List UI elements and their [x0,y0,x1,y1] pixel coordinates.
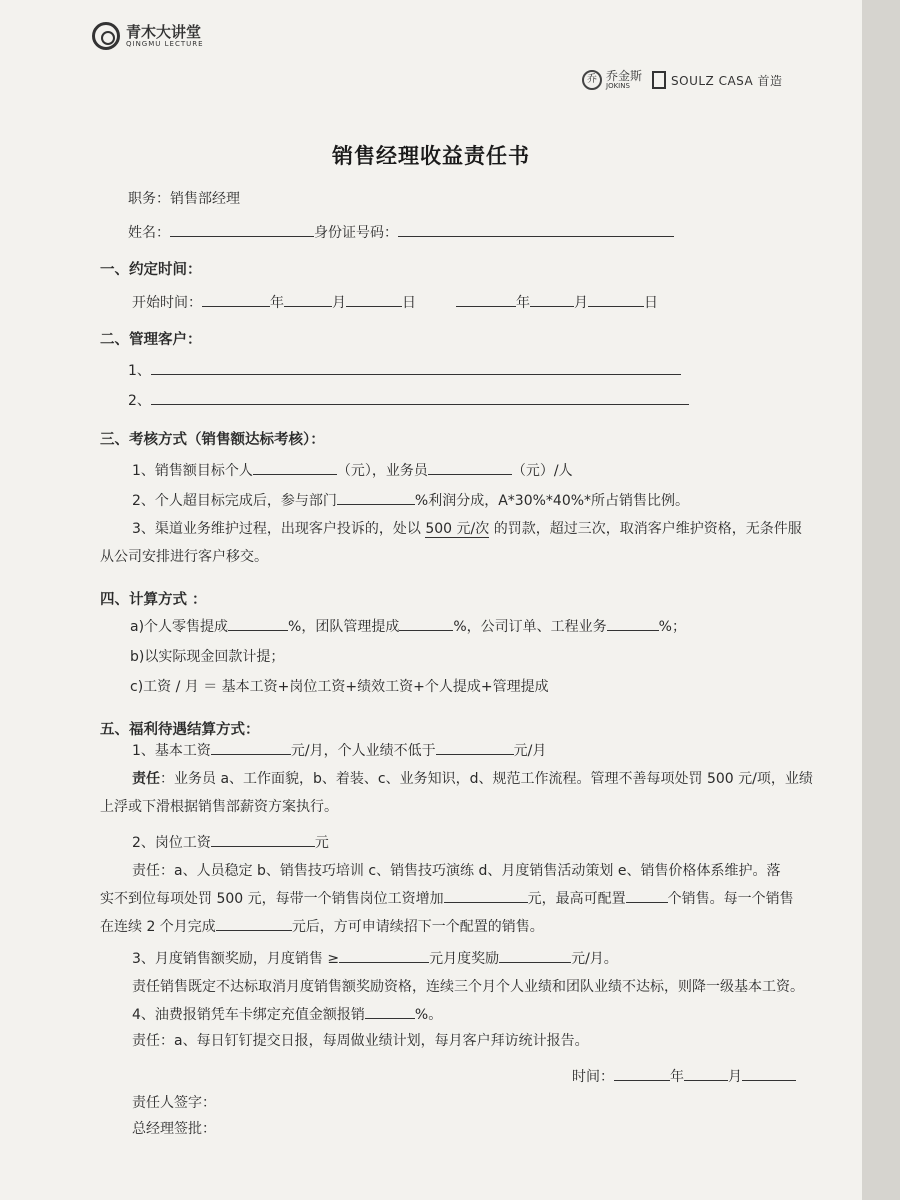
s5-l2b: 元 [314,835,329,851]
start-month-field[interactable] [284,292,332,307]
monthly-sales-field[interactable] [339,948,429,963]
s5-l1c: 元/月 [513,743,547,759]
page-edge [862,0,900,1200]
s5-l4b: %。 [414,1007,443,1023]
partner-logos [582,70,783,90]
s5-l3a: 3、月度销售额奖励，月度销售 ≥ [132,951,340,967]
section-5-heading: 五、福利待遇结算方式： [100,722,260,738]
year-label: 年 [516,295,530,311]
signature-label: 责任人签字： [132,1095,216,1111]
s5-resp-2b [100,888,794,908]
s5-resp-2: 责任：a、人员稳定 b、销售技巧培训 c、销售技巧演练 d、月度销售活动策划 e、销售价格体系维护。落 [132,863,781,879]
sign-day-field[interactable] [742,1066,796,1081]
s5-r2e: 在连续 2 个月完成 [100,919,216,935]
s3-line-3 [132,518,802,538]
s3-l1c: （元）/人 [511,463,573,479]
s3-line-4: 从公司安排进行客户移交。 [100,549,268,565]
name-label: 姓名： [128,225,170,241]
jokins-logo [582,70,642,90]
year-label: 年 [270,295,284,311]
start-year-field[interactable] [202,292,270,307]
client-1-label: 1、 [128,363,151,379]
max-sales-field[interactable] [626,888,668,903]
s4-l1b: %，团队管理提成 [288,619,400,635]
client-2-line [128,390,689,410]
end-year-field[interactable] [456,292,516,307]
s3-l3b: 的罚款，超过三次，取消客户维护资格，无条件服 [489,521,802,537]
penalty-amount: 500 元/次 [425,521,490,537]
s5-resp-2c [100,916,544,936]
qingmu-logo-icon [92,22,120,50]
time-label: 时间： [572,1069,614,1085]
client-2-label: 2、 [128,393,151,409]
s5-r1b: ：业务员 a、工作面貌，b、着装、c、业务知识，d、规范工作流程。管理不善每项处罚 500 元/项，业绩 [160,771,813,787]
sign-month-field[interactable] [684,1066,728,1081]
fuel-reimburse-field[interactable] [365,1004,415,1019]
s4-line-1 [130,616,686,636]
s3-l2a: 2、个人超目标完成后，参与部门 [132,493,337,509]
s3-line-1 [132,460,573,480]
s4-line-3: c)工资 / 月 ＝ 基本工资+岗位工资+绩效工资+个人提成+管理提成 [130,679,549,695]
id-label: 身份证号码： [314,225,398,241]
client-2-field[interactable] [151,390,689,405]
profit-share-field[interactable] [337,490,415,505]
s5-resp-4: 责任：a、每日钉钉提交日报，每周做业绩计划，每月客户拜访统计报告。 [132,1033,589,1049]
month-label: 月 [574,295,588,311]
s3-l2b: %利润分成，A*30%*40%*所占销售比例。 [414,493,690,509]
qingmu-logo [92,22,204,50]
s5-l3c: 元/月。 [571,951,618,967]
jokins-en: JOKINS [606,82,630,90]
s5-r2f: 元后，方可申请续招下一个配置的销售。 [291,919,544,935]
s5-line-1 [132,740,546,760]
post-salary-field[interactable] [211,832,315,847]
s5-line-2 [132,832,329,852]
salary-increase-field[interactable] [444,888,528,903]
name-field[interactable] [170,222,314,237]
end-day-field[interactable] [588,292,644,307]
position-line: 职务：销售部经理 [128,191,240,207]
monthly-bonus-field[interactable] [499,948,571,963]
s5-l1b: 元/月，个人业绩不低于 [290,743,436,759]
jokins-cn: 乔金斯 [606,69,643,83]
s5-r2c: 元，最高可配置 [527,891,626,907]
client-1-field[interactable] [151,360,681,375]
s5-r2d: 个销售。每一个销售 [667,891,794,907]
day-label: 日 [644,295,658,311]
project-commission-field[interactable] [607,616,659,631]
section-3-heading: 三、考核方式（销售额达标考核）： [100,432,325,448]
s3-l1b: （元），业务员 [336,463,428,479]
sign-year-label: 年 [670,1069,684,1085]
client-1-line [128,360,681,380]
s5-l4a: 4、油费报销凭车卡绑定充值金额报销 [132,1007,365,1023]
start-time-line [132,292,658,312]
start-time-label: 开始时间： [132,295,202,311]
s5-line-4 [132,1004,442,1024]
s4-l1d: %； [658,619,686,635]
day-label: 日 [402,295,416,311]
s3-l1a: 1、销售额目标个人 [132,463,253,479]
s5-resp-3: 责任销售既定不达标取消月度销售额奖励资格，连续三个月个人业绩和团队业绩不达标，则降一级基本工资。 [132,979,804,995]
name-line [128,222,674,242]
soulz-logo-icon [652,71,666,89]
s4-l1a: a)个人零售提成 [130,619,229,635]
sign-year-field[interactable] [614,1066,670,1081]
s4-l1c: %，公司订单、工程业务 [453,619,607,635]
qingmu-logo-subtext: QINGMU LECTURE [126,39,204,48]
document-title: 销售经理收益责任书 [332,144,530,168]
team-commission-field[interactable] [399,616,453,631]
qingmu-logo-text: 青木大讲堂 [126,22,202,41]
base-salary-field[interactable] [211,740,291,755]
approval-label: 总经理签批： [132,1121,216,1137]
s3-l3a: 3、渠道业务维护过程，出现客户投诉的，处以 [132,521,426,537]
section-4-heading: 四、计算方式 ： [100,592,207,608]
s4-line-2: b)以实际现金回款计提； [130,649,285,665]
retail-commission-field[interactable] [228,616,288,631]
id-field[interactable] [398,222,674,237]
soulz-logo [652,71,783,89]
soulz-logo-text: SOULZ CASA 首造 [671,73,783,88]
month-label: 月 [332,295,346,311]
s5-line-3 [132,948,618,968]
s5-l3b: 元月度奖励 [429,951,500,967]
s5-l2a: 2、岗位工资 [132,835,211,851]
s5-l1a: 1、基本工资 [132,743,211,759]
s5-resp-1 [132,768,813,788]
s5-resp-1b: 上浮或下滑根据销售部薪资方案执行。 [100,799,338,815]
s5-r2b: 实不到位每项处罚 500 元，每带一个销售岗位工资增加 [100,891,444,907]
s3-line-2 [132,490,689,510]
section-2-heading: 二、管理客户： [100,332,202,348]
consecutive-target-field[interactable] [216,916,292,931]
salesman-target-field[interactable] [428,460,512,475]
time-line [572,1066,796,1086]
sign-month-label: 月 [728,1069,742,1085]
min-performance-field[interactable] [436,740,514,755]
responsibility-label: 责任 [132,771,160,787]
jokins-logo-icon: 乔 [582,70,602,90]
section-1-heading: 一、约定时间： [100,262,202,278]
end-month-field[interactable] [530,292,574,307]
start-day-field[interactable] [346,292,402,307]
personal-target-field[interactable] [253,460,337,475]
